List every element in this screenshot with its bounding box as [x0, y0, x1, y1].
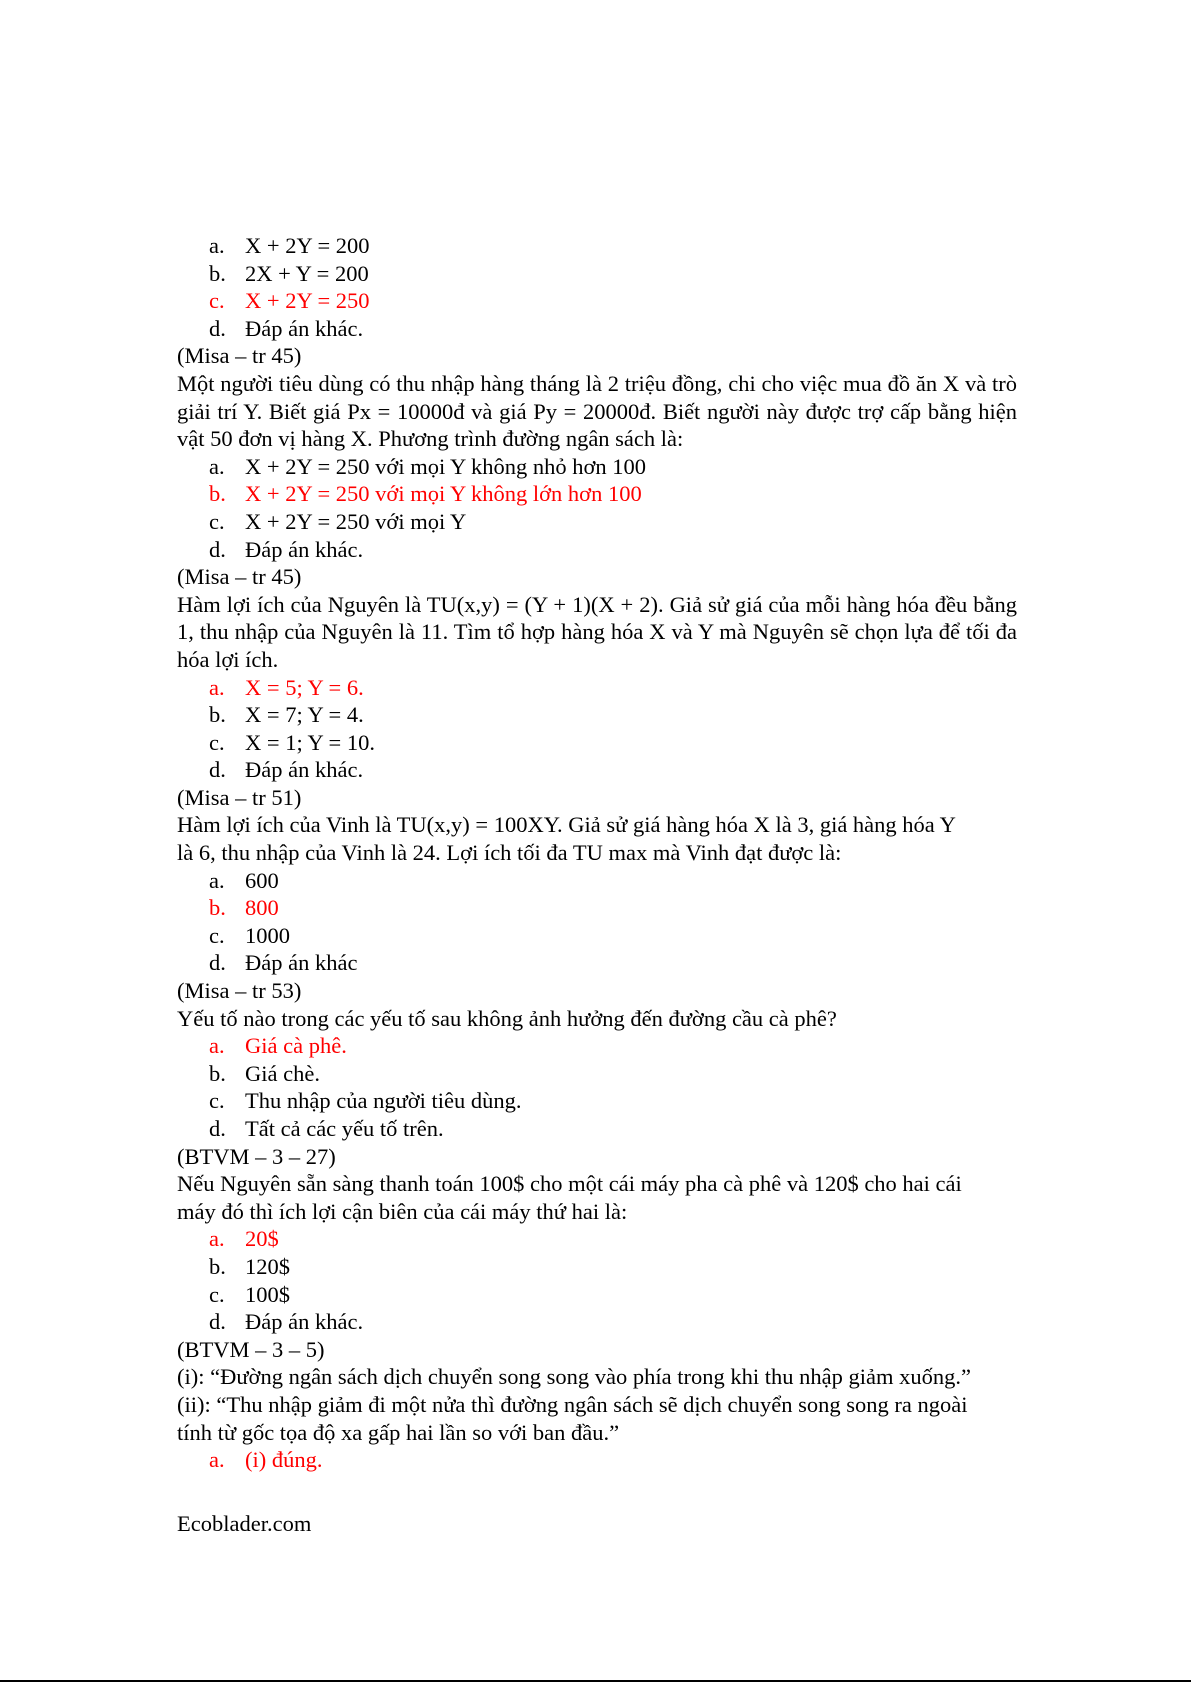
correct-answer-option: c. X + 2Y = 250: [209, 288, 370, 314]
statement-ii: (ii): “Thu nhập giảm đi một nửa thì đường ngân sách sẽ dịch chuyển song song ra ngoài: [177, 1391, 968, 1417]
answer-option: a. X + 2Y = 200: [209, 233, 370, 258]
correct-answer-option: a. 20$: [209, 1226, 279, 1252]
question-text: Một người tiêu dùng có thu nhập hàng tháng là 2 triệu đồng, chi cho việc mua đồ ăn X và trò giải trí Y. Biết giá Px = 10000đ và giá Py = 20000đ. Biết người này được trợ cấp bằng hiện vật 50 đơn vị hàng X. Phương trình đường ngân sách là:: [177, 370, 1017, 452]
statement-i: (i): “Đường ngân sách dịch chuyển song song vào phía trong khi thu nhập giảm xuống.”: [177, 1364, 971, 1390]
question-text-line: là 6, thu nhập của Vinh là 24. Lợi ích tối đa TU max mà Vinh đạt được là:: [177, 840, 842, 866]
page-content: [177, 232, 1017, 1474]
answer-option: d. Đáp án khác.: [209, 315, 364, 341]
page-bottom-rule: [0, 1680, 1191, 1682]
answer-option: d. Đáp án khác.: [209, 757, 364, 783]
correct-answer-option: b. 800: [209, 895, 279, 921]
question-source: (Misa – tr 45): [177, 343, 302, 369]
question-text: Hàm lợi ích của Nguyên là TU(x,y) = (Y + 1)(X + 2). Giả sử giá của mỗi hàng hóa đều bằng 1, thu nhập của Nguyên là 11. Tìm tổ hợp hàng hóa X và Y mà Nguyên sẽ chọn lựa để tối đa hóa lợi ích.: [177, 591, 1017, 672]
answer-option: d. Đáp án khác.: [209, 1309, 364, 1335]
answer-option: c. 1000: [209, 922, 290, 948]
answer-option: b. X = 7; Y = 4.: [209, 702, 364, 728]
answer-option: d. Đáp án khác.: [209, 536, 364, 562]
answer-option: b. Giá chè.: [209, 1060, 320, 1086]
question-text-line: máy đó thì ích lợi cận biên của cái máy thứ hai là:: [177, 1198, 628, 1224]
question-source: (Misa – tr 45): [177, 564, 302, 590]
question-source: (BTVM – 3 – 27): [177, 1143, 336, 1169]
answer-option: c. X + 2Y = 250 với mọi Y: [209, 508, 467, 534]
question-text-line: Nếu Nguyên sẵn sàng thanh toán 100$ cho một cái máy pha cà phê và 120$ cho hai cái: [177, 1171, 962, 1197]
question-source: (Misa – tr 53): [177, 978, 302, 1004]
answer-option: a. 600: [209, 867, 279, 893]
correct-answer-option: a. Giá cà phê.: [209, 1033, 347, 1059]
question-text: Yếu tố nào trong các yếu tố sau không ảnh hưởng đến đường cầu cà phê?: [177, 1005, 837, 1031]
answer-option: c. Thu nhập của người tiêu dùng.: [209, 1088, 522, 1114]
answer-option: b. 2X + Y = 200: [209, 260, 369, 286]
answer-option: b. 120$: [209, 1253, 290, 1279]
answer-option: c. X = 1; Y = 10.: [209, 729, 375, 755]
question-text-line: Hàm lợi ích của Vinh là TU(x,y) = 100XY. Giả sử giá hàng hóa X là 3, giá hàng hóa Y: [177, 812, 956, 838]
statement-ii-continued: tính từ gốc tọa độ xa gấp hai lần so với ban đầu.”: [177, 1419, 620, 1445]
answer-option: a. X + 2Y = 250 với mọi Y không nhỏ hơn 100: [209, 453, 647, 479]
question-source: (BTVM – 3 – 5): [177, 1336, 325, 1362]
answer-option: c. 100$: [209, 1281, 290, 1307]
answer-option: d. Đáp án khác: [209, 950, 358, 976]
page-footer: Ecoblader.com: [177, 1511, 312, 1536]
answer-option: d. Tất cả các yếu tố trên.: [209, 1116, 444, 1141]
correct-answer-option: a. (i) đúng.: [209, 1447, 323, 1473]
question-source: (Misa – tr 51): [177, 784, 302, 810]
correct-answer-option: b. X + 2Y = 250 với mọi Y không lớn hơn 100: [209, 481, 642, 507]
correct-answer-option: a. X = 5; Y = 6.: [209, 674, 364, 700]
